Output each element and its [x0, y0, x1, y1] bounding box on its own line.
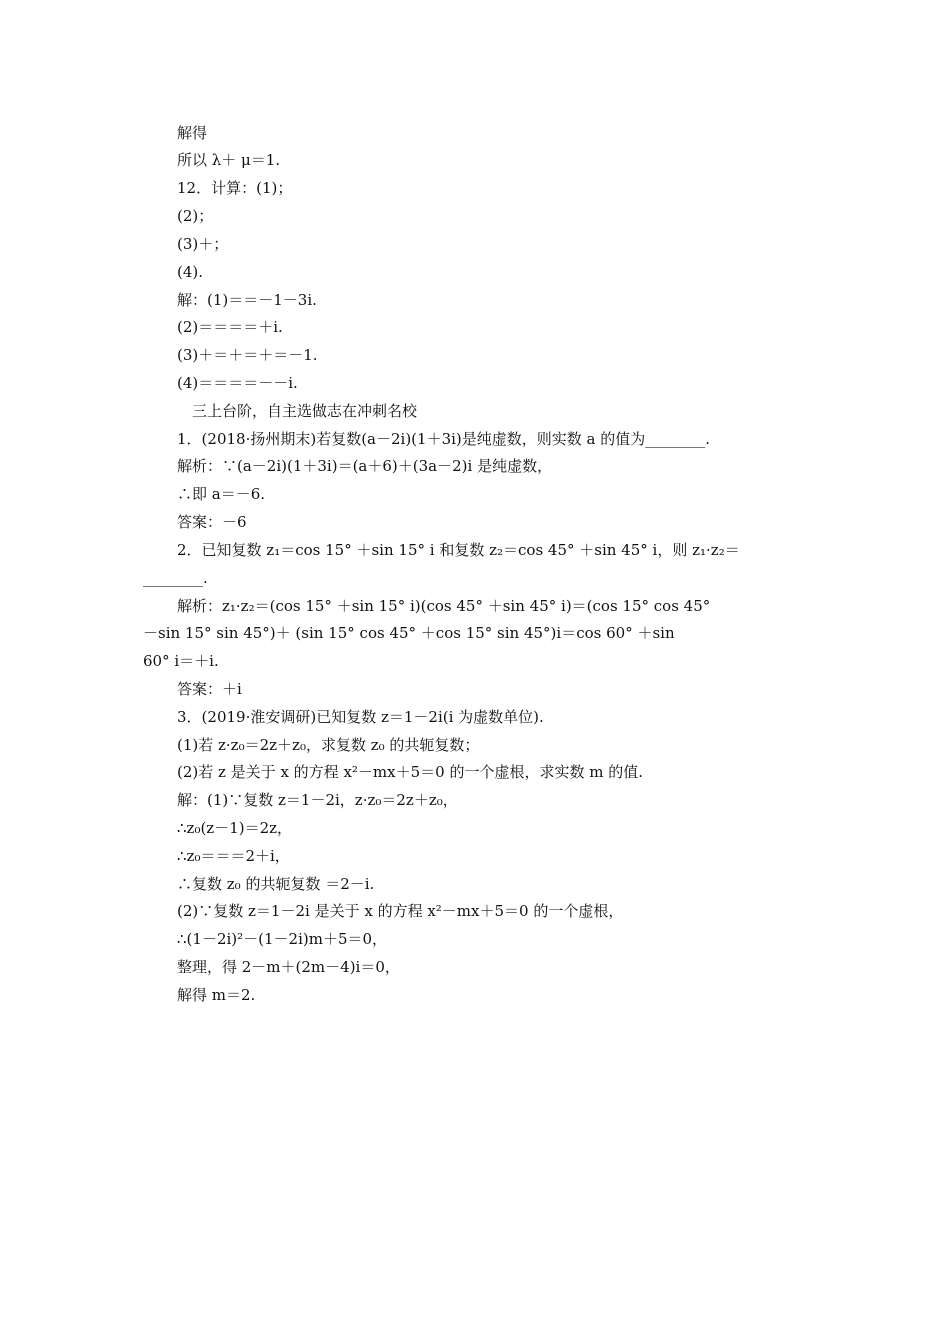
text-line: ∴即 a＝－6.: [177, 485, 266, 503]
text-line: －sin 15° sin 45°)＋ (sin 15° cos 45° ＋cos 15° sin 45°)i＝cos 60° ＋sin: [143, 624, 675, 642]
text-line: 1．(2018·扬州期末)若复数(a－2i)(1＋3i)是纯虚数，则实数 a 的值为________.: [177, 430, 711, 448]
text-line: 2．已知复数 z₁＝cos 15° ＋sin 15° i 和复数 z₂＝cos 45° ＋sin 45° i，则 z₁·z₂＝: [177, 541, 740, 559]
text-line: ∴z₀(z－1)＝2z，: [177, 819, 293, 837]
text-line: 12．计算：(1)；: [177, 179, 293, 197]
text-line: ∴z₀＝＝＝2＋i，: [177, 847, 290, 865]
text-line: (2)∵复数 z＝1－2i 是关于 x 的方程 x²－mx＋5＝0 的一个虚根，: [177, 902, 624, 920]
text-line: 答案：＋i: [177, 680, 242, 698]
text-line: 解：(1)＝＝－1－3i.: [177, 291, 317, 309]
text-line: (2)＝＝＝＝＋i.: [177, 318, 283, 336]
text-line: 解析：∵(a－2i)(1＋3i)＝(a＋6)＋(3a－2)i 是纯虚数，: [177, 457, 553, 475]
text-line: (2)；: [177, 207, 214, 225]
text-line: 整理，得 2－m＋(2m－4)i＝0，: [177, 958, 400, 976]
text-line: 所以 λ＋ μ＝1.: [177, 151, 281, 169]
text-line: 解析：z₁·z₂＝(cos 15° ＋sin 15° i)(cos 45° ＋sin 45° i)＝(cos 15° cos 45°: [177, 597, 711, 615]
text-line: 60° i＝＋i.: [143, 652, 219, 670]
text-line: (4)＝＝＝＝－－i.: [177, 374, 298, 392]
text-line: (1)若 z·z₀＝2z＋z₀，求复数 z₀ 的共轭复数；: [177, 736, 480, 754]
text-line: 解：(1)∵复数 z＝1－2i，z·z₀＝2z＋z₀，: [177, 791, 458, 809]
text-line: ∴复数 z₀ 的共轭复数 ＝2－i.: [177, 875, 375, 893]
text-line: 解得: [177, 124, 208, 142]
section-heading: 三上台阶，自主选做志在冲刺名校: [192, 402, 418, 420]
text-line: 解得 m＝2.: [177, 986, 256, 1004]
text-line: 3．(2019·淮安调研)已知复数 z＝1－2i(i 为虚数单位).: [177, 708, 544, 726]
text-line: (3)＋＝＋＝＋＝－1.: [177, 346, 318, 364]
text-line: 答案：－6: [177, 513, 247, 531]
text-line: ∴(1－2i)²－(1－2i)m＋5＝0，: [177, 930, 388, 948]
text-line: ________.: [143, 569, 208, 587]
text-line: (3)＋；: [177, 235, 229, 253]
text-line: (2)若 z 是关于 x 的方程 x²－mx＋5＝0 的一个虚根，求实数 m 的值.: [177, 763, 643, 781]
text-line: (4).: [177, 263, 204, 281]
